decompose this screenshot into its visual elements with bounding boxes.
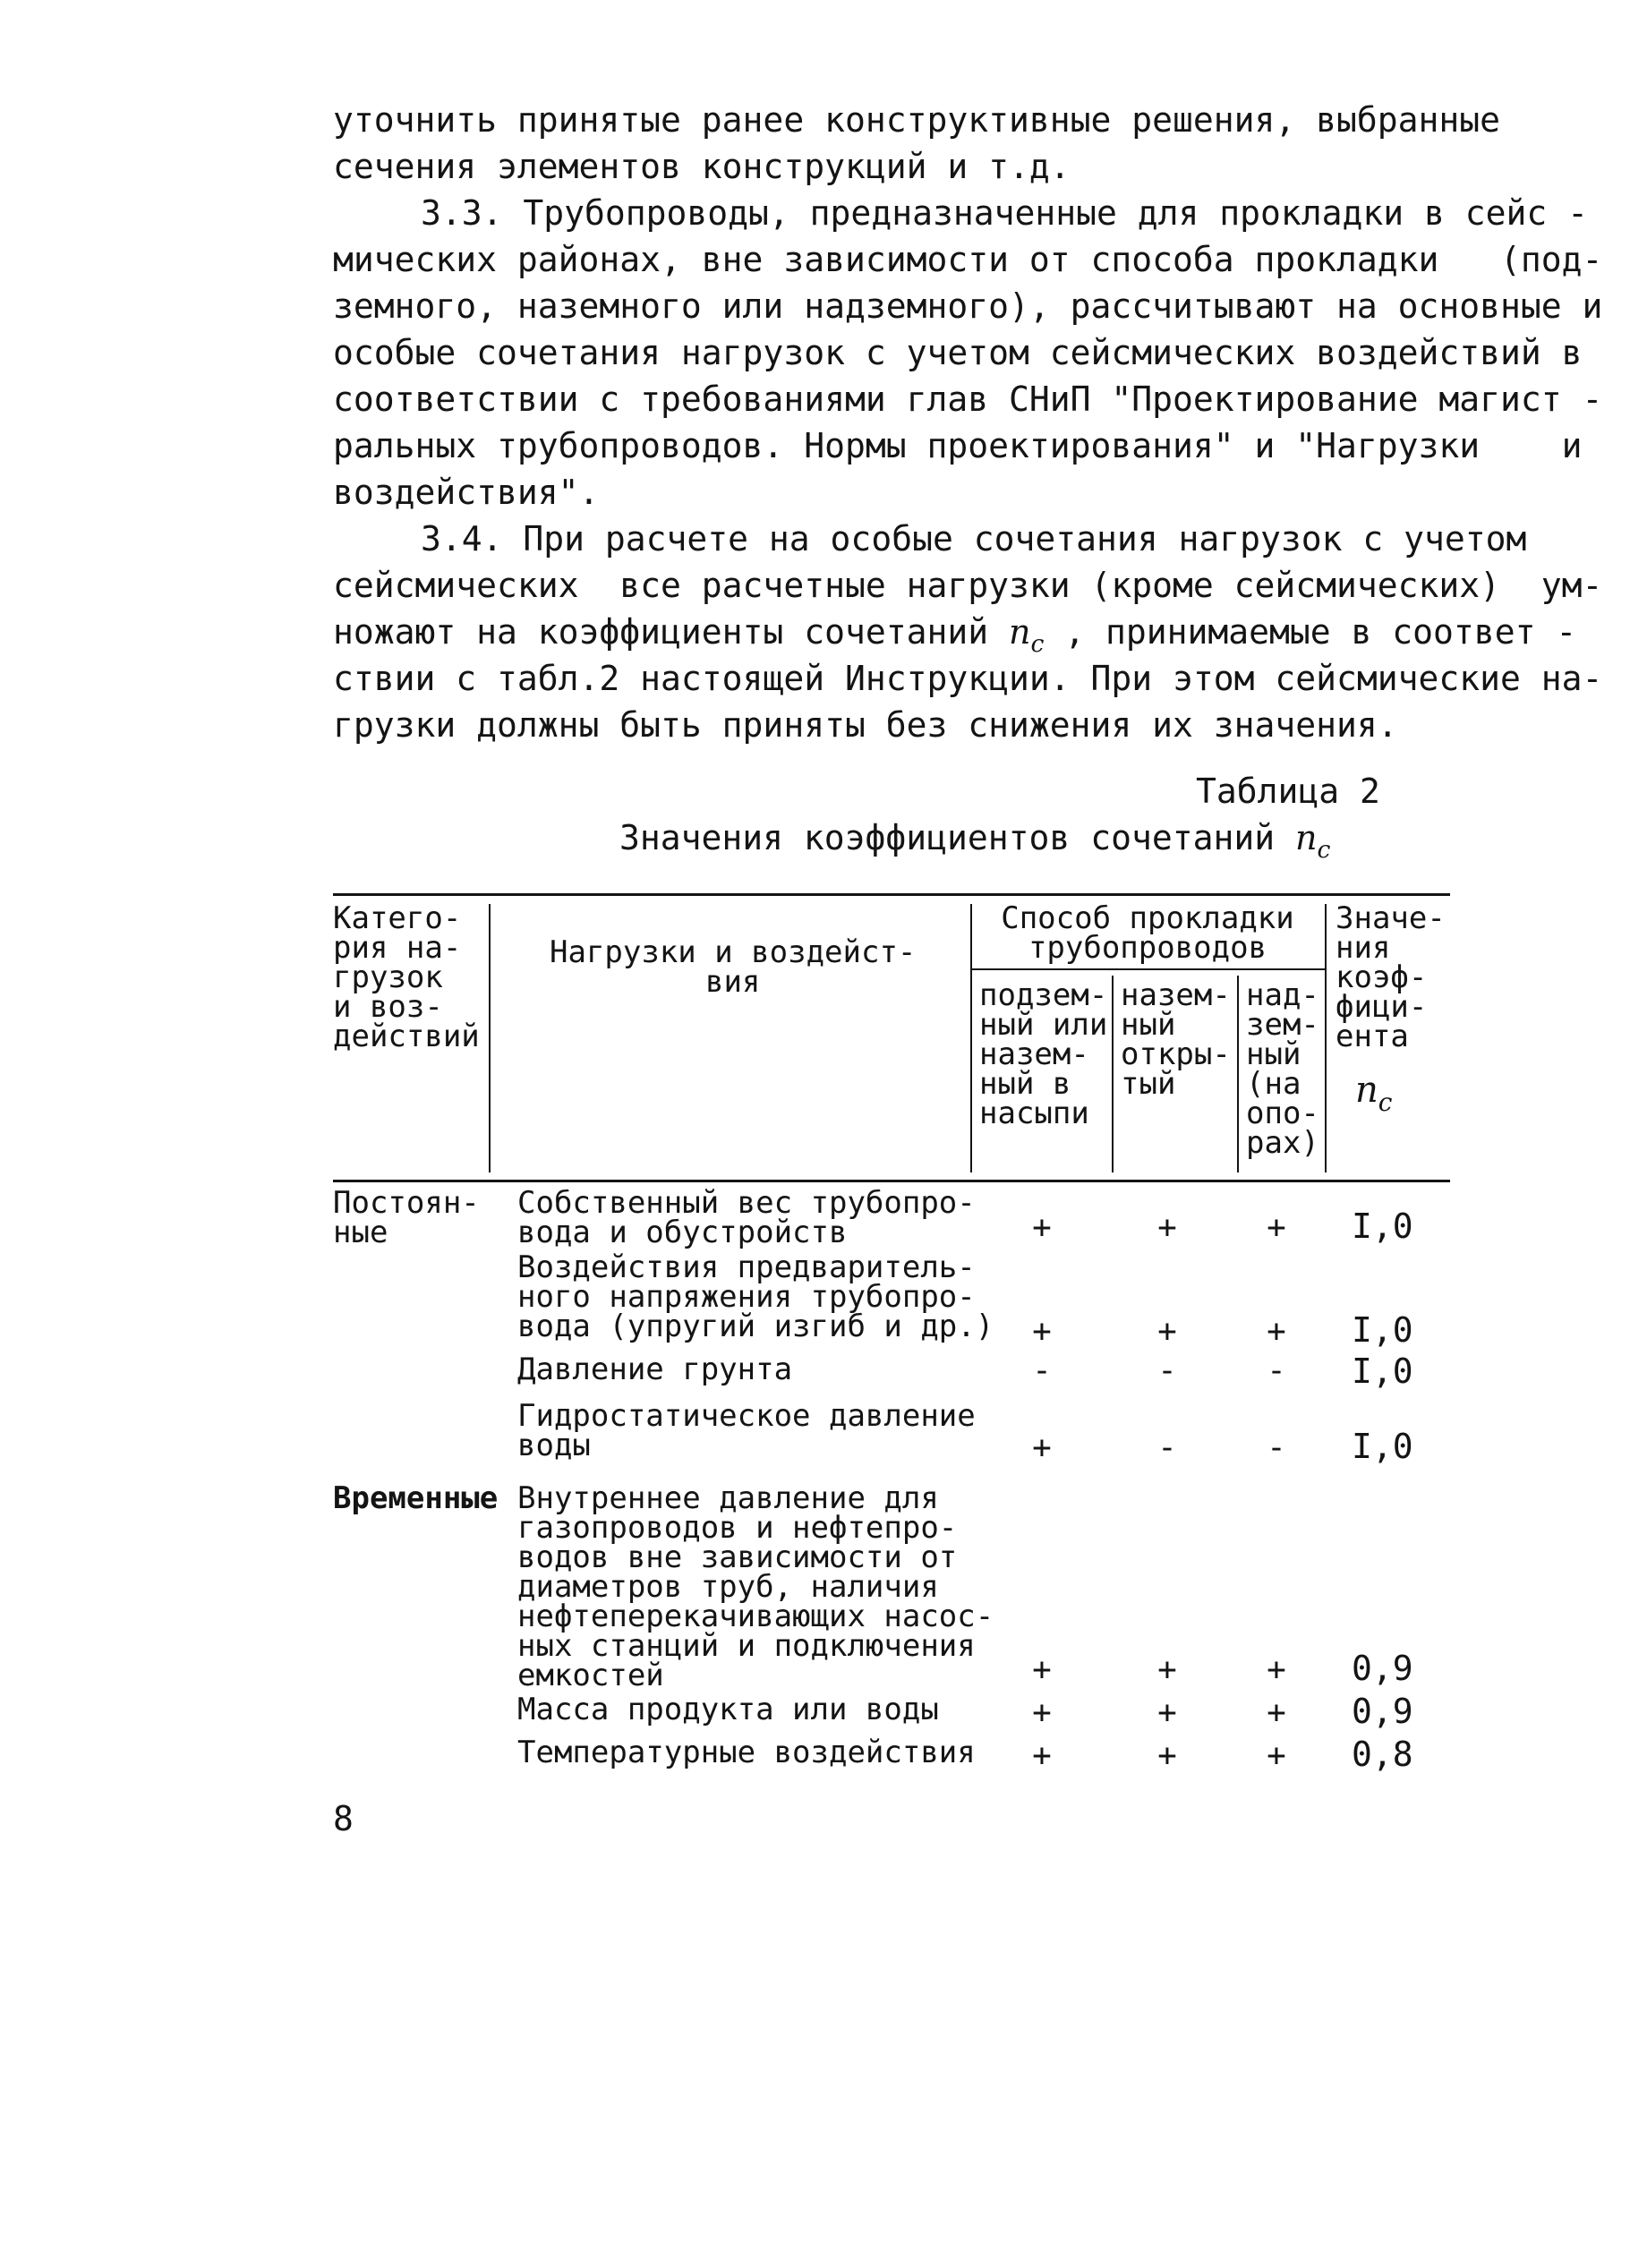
category-permanent: Постоян- ные: [333, 1185, 480, 1250]
table-row-mark: +: [1032, 1209, 1052, 1246]
table-label: Таблица 2: [1196, 772, 1380, 811]
table-header-rule: [333, 1180, 1450, 1182]
table-row-coefficient: 0,8: [1352, 1735, 1413, 1774]
table-row-load: Масса продукта или воды: [517, 1692, 939, 1727]
symbol-subscript: c: [1030, 630, 1045, 659]
nc-symbol: [1294, 818, 1331, 865]
table-row-mark: +: [1032, 1651, 1052, 1688]
table-title: [619, 814, 1330, 865]
paragraph-line: ральных трубопроводов. Нормы проектирования" и "Нагрузки и: [333, 426, 1583, 465]
paragraph-line: особые сочетания нагрузок с учетом сейсмических воздействий в: [333, 333, 1583, 372]
paragraph-line-with-symbol: [333, 609, 1576, 660]
paragraph-line: земного, наземного или надземного), рассчитывают на основные и: [333, 286, 1603, 326]
paragraph-line: сейсмических все расчетные нагрузки (кроме сейсмических) ум-: [333, 566, 1603, 605]
table-row-coefficient: I,0: [1352, 1310, 1413, 1350]
subheader-rule: [970, 968, 1325, 970]
header-laying-method: Способ прокладки трубопроводов: [1001, 900, 1294, 966]
table-row-coefficient: I,0: [1352, 1427, 1413, 1466]
header-loads: Нагрузки и воздейст- вия: [550, 934, 917, 1000]
table-row-mark: -: [1157, 1352, 1177, 1389]
table-row-mark: +: [1032, 1313, 1052, 1350]
paragraph-line: грузки должны быть приняты без снижения их значения.: [333, 705, 1398, 745]
table-row-load: Собственный вес трубопро- вода и обустройств: [517, 1185, 976, 1250]
paragraph-line: соответствии с требованиями глав СНиП "Проектирование магист -: [333, 379, 1603, 419]
symbol-subscript: c: [1378, 1087, 1393, 1117]
paragraph-line: мических районах, вне зависимости от способа прокладки (под-: [333, 240, 1603, 279]
header-nc-symbol: [1355, 1070, 1393, 1117]
table-row-mark: +: [1267, 1313, 1286, 1350]
column-divider: [489, 904, 491, 1172]
table-row-mark: +: [1157, 1651, 1177, 1688]
paragraph-line: воздействия".: [333, 473, 600, 512]
symbol-n: n: [1008, 612, 1031, 652]
column-divider: [1237, 976, 1239, 1172]
table-row-mark: +: [1157, 1694, 1177, 1731]
table-row-mark: +: [1032, 1694, 1052, 1731]
paragraph-line: сечения элементов конструкций и т.д.: [333, 147, 1071, 186]
symbol-subscript: c: [1317, 836, 1331, 865]
header-underground: подзем- ный или назем- ный в насыпи: [979, 977, 1108, 1131]
table-row-load: Давление грунта: [517, 1351, 793, 1387]
symbol-n: n: [1294, 818, 1318, 857]
table-row-coefficient: 0,9: [1352, 1692, 1413, 1731]
paragraph-text: , принимаемые в соответ -: [1044, 612, 1577, 652]
table-row-coefficient: I,0: [1352, 1206, 1413, 1246]
table-row-mark: -: [1032, 1352, 1052, 1389]
paragraph-text: ножают на коэффициенты сочетаний: [333, 612, 1009, 652]
header-category: Катего- рия на- грузок и воз- действий: [333, 900, 480, 1054]
header-coefficient: Значе- ния коэф- фици- ента: [1336, 900, 1446, 1054]
column-divider: [1325, 904, 1327, 1172]
table-row-load: Температурные воздействия: [517, 1735, 976, 1770]
table-row-mark: +: [1267, 1694, 1286, 1731]
table-row-mark: +: [1267, 1209, 1286, 1246]
table-row-mark: -: [1267, 1352, 1286, 1389]
category-temporary: Временные: [333, 1480, 499, 1516]
paragraph-line: ствии с табл.2 настоящей Инструкции. При этом сейсмические на-: [333, 659, 1603, 698]
table-row-coefficient: I,0: [1352, 1351, 1413, 1391]
table-row-mark: +: [1032, 1429, 1052, 1466]
column-divider: [970, 904, 972, 1172]
table-title-text: Значения коэффициентов сочетаний: [619, 818, 1295, 857]
table-row-mark: -: [1157, 1429, 1177, 1466]
header-aboveground: над- зем- ный (на опо- рах): [1246, 977, 1319, 1161]
table-row-mark: +: [1032, 1737, 1052, 1774]
column-divider: [1112, 976, 1114, 1172]
page-number: 8: [333, 1799, 354, 1838]
table-row-mark: -: [1267, 1429, 1286, 1466]
table-row-mark: +: [1157, 1313, 1177, 1350]
table-row-mark: +: [1267, 1737, 1286, 1774]
header-ground-open: назем- ный откры- тый: [1121, 977, 1231, 1102]
table-row-load: Внутреннее давление для газопроводов и нефтепро- водов вне зависимости от диаметров труб, наличия нефтеперекачивающих насос- ных станций и подключения емкостей: [517, 1480, 994, 1693]
table-row-mark: +: [1157, 1209, 1177, 1246]
nc-symbol: [1008, 612, 1045, 659]
table-row-coefficient: 0,9: [1352, 1649, 1413, 1688]
table-row-mark: +: [1267, 1651, 1286, 1688]
table-row-load: Гидростатическое давление воды: [517, 1398, 976, 1463]
table-row-mark: +: [1157, 1737, 1177, 1774]
table-top-rule: [333, 893, 1450, 896]
table-row-load: Воздействия предваритель- ного напряжения трубопро- вода (упругий изгиб и др.): [517, 1249, 994, 1344]
paragraph-line: уточнить принятые ранее конструктивные решения, выбранные: [333, 100, 1501, 140]
symbol-n: n: [1355, 1070, 1378, 1111]
paragraph-line: 3.3. Трубопроводы, предназначенные для прокладки в сейс -: [421, 193, 1589, 233]
paragraph-line: 3.4. При расчете на особые сочетания нагрузок с учетом: [421, 519, 1527, 558]
